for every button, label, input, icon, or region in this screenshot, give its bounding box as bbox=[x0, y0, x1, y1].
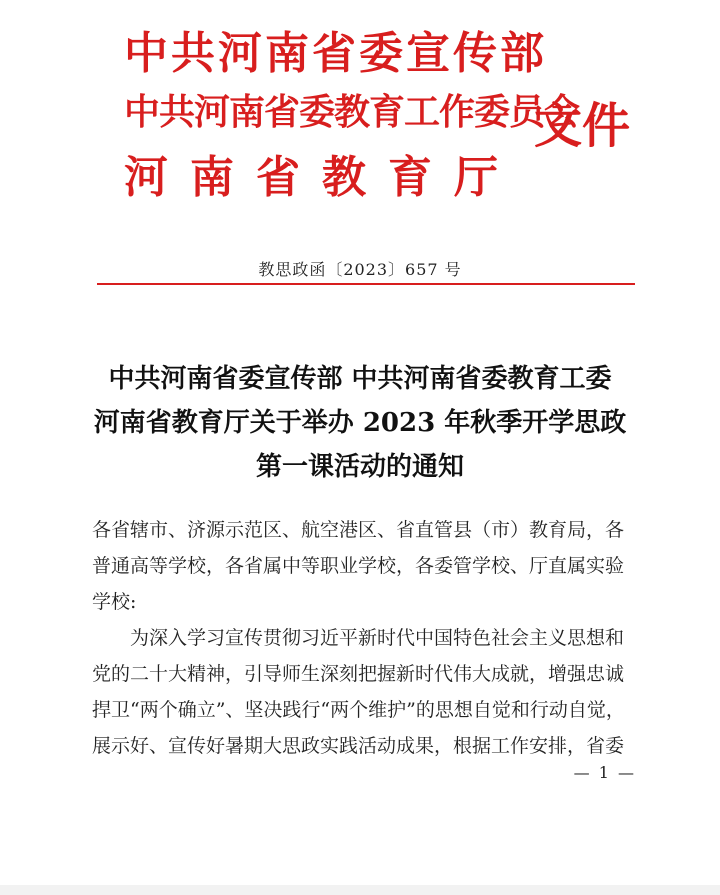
page-number: — 1 — bbox=[573, 763, 636, 782]
addressee-line: 各省辖市、济源示范区、航空港区、省直管县（市）教育局，各 bbox=[92, 519, 625, 541]
document-body bbox=[92, 512, 640, 764]
issuer-name: 河南省教育厅 bbox=[124, 152, 520, 203]
title-line: 第一课活动的通知 bbox=[255, 452, 464, 482]
issuer-block bbox=[124, 28, 631, 218]
document-number: 教思政函〔2023〕657 号 bbox=[258, 260, 462, 279]
body-text-line: 捍卫“两个确立”、坚决践行“两个维护”的思想自觉和行动自觉， bbox=[92, 699, 625, 721]
body-text-line: 展示好、宣传好暑期大思政实践活动成果，根据工作安排，省委 bbox=[92, 735, 625, 757]
document-title bbox=[60, 357, 660, 489]
body-text-line: 党的二十大精神，引导师生深刻把握新时代伟大成就，增强忠诚 bbox=[92, 663, 625, 685]
issuer-name: 中共河南省委宣传部 bbox=[124, 28, 547, 79]
issuer-name: 中共河南省委教育工作委员会 bbox=[124, 91, 580, 133]
title-line: 河南省教育厅关于举办 2023 年秋季开学思政 bbox=[93, 408, 627, 438]
body-text-line: 为深入学习宣传贯彻习近平新时代中国特色社会主义思想和 bbox=[130, 627, 625, 649]
addressee-line: 学校: bbox=[92, 591, 137, 613]
document-type-label: 文件 bbox=[534, 98, 631, 154]
red-divider-line bbox=[97, 283, 635, 285]
title-line: 中共河南省委宣传部 中共河南省委教育工委 bbox=[108, 364, 612, 394]
addressee-line: 普通高等学校，各省属中等职业学校，各委管学校、厅直属实验 bbox=[92, 555, 625, 577]
